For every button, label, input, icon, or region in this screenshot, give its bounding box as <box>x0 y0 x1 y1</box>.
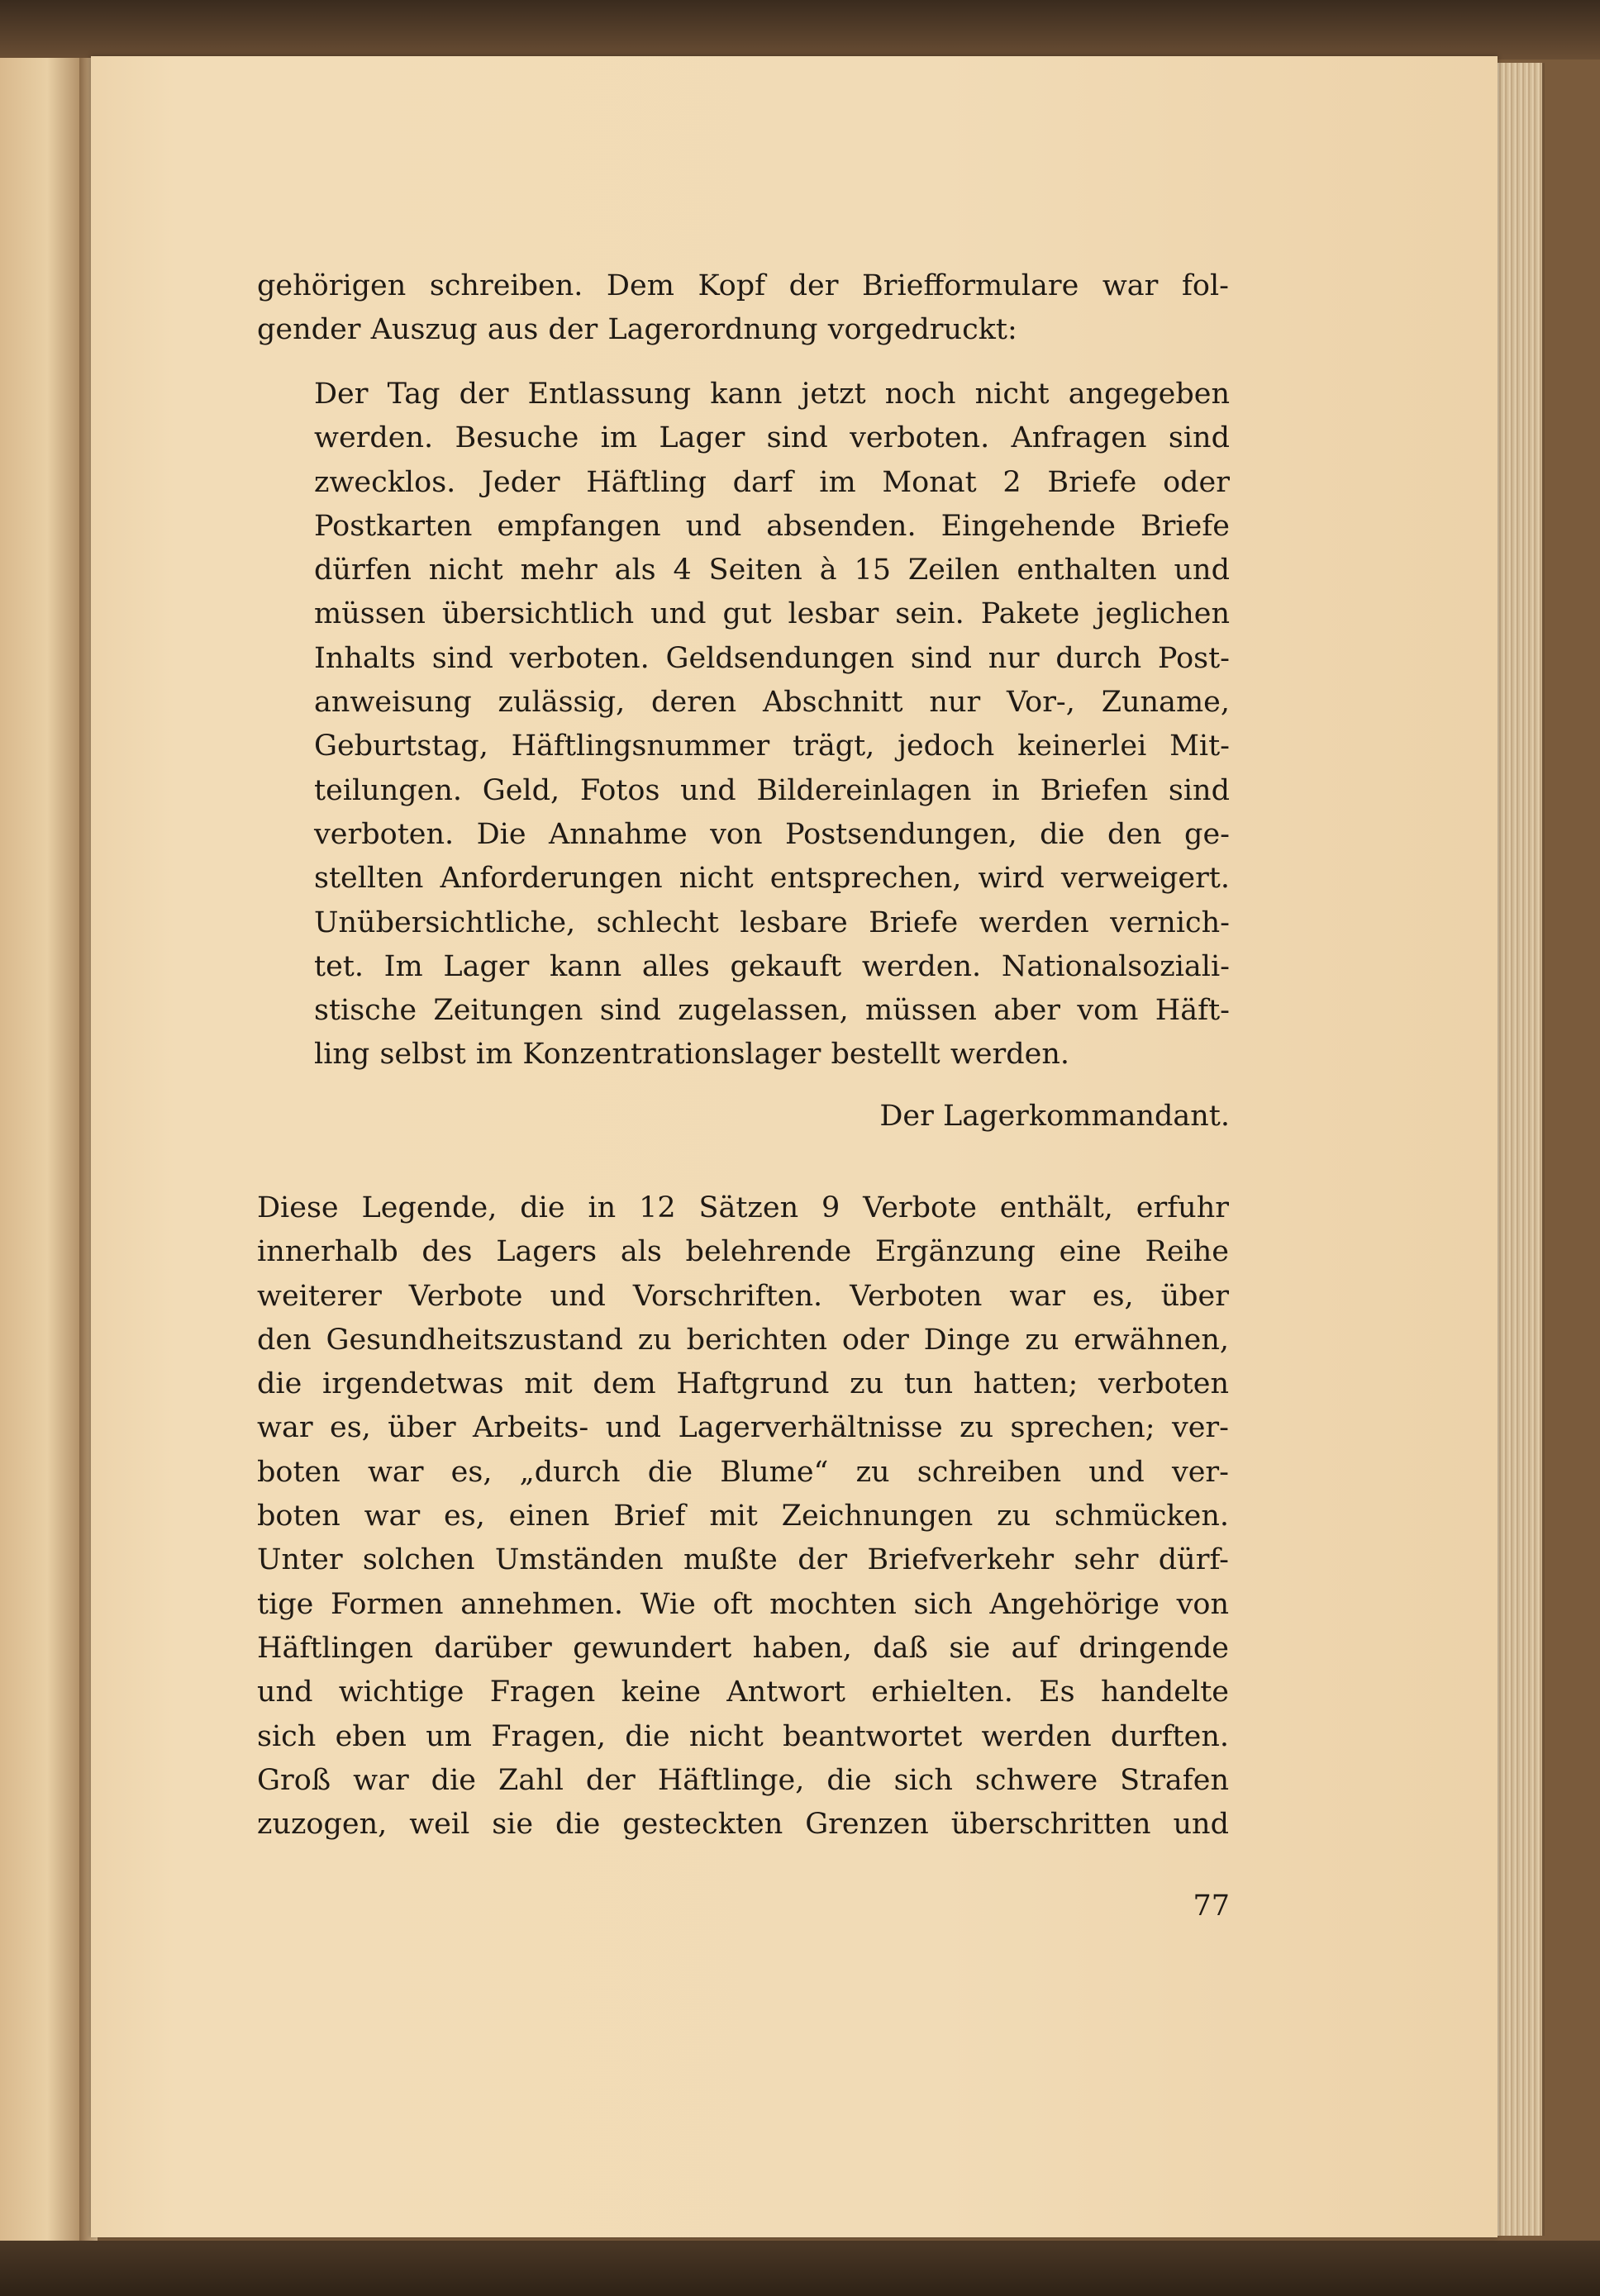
text-line: dürfen nicht mehr als 4 Seiten à 15 Zeilen enthalten und <box>314 554 1230 587</box>
text-line: Groß war die Zahl der Häftlinge, die sich schwere Strafen <box>257 1763 1229 1797</box>
text-line: innerhalb des Lagers als belehrende Ergänzung eine Reihe <box>257 1235 1229 1269</box>
text-line: zwecklos. Jeder Häftling darf im Monat 2 Briefe oder <box>314 465 1230 499</box>
text-line: weiterer Verbote und Vorschriften. Verboten war es, über <box>257 1279 1229 1313</box>
text-line: Diese Legende, die in 12 Sätzen 9 Verbote enthält, erfuhr <box>257 1191 1229 1224</box>
text-line: Unübersichtliche, schlecht lesbare Briefe werden vernich- <box>314 906 1230 939</box>
text-line: Inhalts sind verboten. Geldsendungen sind nur durch Post- <box>314 641 1230 675</box>
text-line: zuzogen, weil sie die gesteckten Grenzen überschritten und <box>257 1808 1229 1842</box>
text-line: war es, über Arbeits- und Lagerverhältnisse zu sprechen; ver- <box>257 1411 1229 1445</box>
text-line: die irgendetwas mit dem Haftgrund zu tun hatten; verboten <box>257 1367 1229 1401</box>
text-line: werden. Besuche im Lager sind verboten. Anfragen sind <box>314 421 1230 455</box>
text-line: ling selbst im Konzentrationslager bestellt werden. <box>314 1038 1070 1072</box>
page-stack-edge <box>1496 63 1545 2236</box>
text-line: Der Tag der Entlassung kann jetzt noch nicht angegeben <box>314 378 1230 411</box>
text-line: und wichtige Fragen keine Antwort erhielten. Es handelte <box>257 1676 1229 1709</box>
text-line: stellten Anforderungen nicht entsprechen, wird verweigert. <box>314 862 1230 896</box>
camp-regulation-quote <box>314 373 1230 1077</box>
text-line: tet. Im Lager kann alles gekauft werden. Nationalsoziali- <box>314 949 1230 983</box>
page-number: 77 <box>1193 1890 1230 1923</box>
text-line: Häftlingen darüber gewundert haben, daß sie auf dringende <box>257 1631 1229 1665</box>
text-line: teilungen. Geld, Fotos und Bildereinlagen in Briefen sind <box>314 773 1230 807</box>
text-line: verboten. Die Annahme von Postsendungen, die den ge- <box>314 817 1230 851</box>
text-line: anweisung zulässig, deren Abschnitt nur Vor-, Zuname, <box>314 686 1230 720</box>
text-line: stische Zeitungen sind zugelassen, müssen aber vom Häft- <box>314 994 1230 1028</box>
quote-signature: Der Lagerkommandant. <box>879 1100 1230 1133</box>
body-paragraph <box>257 1186 1229 1847</box>
text-line: gehörigen schreiben. Dem Kopf der Briefformulare war fol- <box>257 269 1229 302</box>
text-line: den Gesundheitszustand zu berichten oder Dinge zu erwähnen, <box>257 1323 1229 1357</box>
text-line: Unter solchen Umständen mußte der Briefverkehr sehr dürf- <box>257 1543 1229 1577</box>
text-line: boten war es, einen Brief mit Zeichnungen zu schmücken. <box>257 1500 1229 1533</box>
text-line: sich eben um Fragen, die nicht beantwortet werden durften. <box>257 1719 1229 1753</box>
text-line: gender Auszug aus der Lagerordnung vorgedruckt: <box>257 313 1017 347</box>
intro-paragraph <box>257 264 1229 353</box>
text-line: tige Formen annehmen. Wie oft mochten sich Angehörige von <box>257 1587 1229 1621</box>
text-line: müssen übersichtlich und gut lesbar sein. Pakete jeglichen <box>314 597 1230 631</box>
text-line: Postkarten empfangen und absenden. Eingehende Briefe <box>314 509 1230 543</box>
top-shadow <box>0 0 1600 59</box>
previous-page-edge <box>0 58 86 2251</box>
text-line: Geburtstag, Häftlingsnummer trägt, jedoch keinerlei Mit- <box>314 730 1230 763</box>
bottom-shadow <box>0 2241 1600 2296</box>
text-line: boten war es, „durch die Blume“ zu schreiben und ver- <box>257 1455 1229 1489</box>
